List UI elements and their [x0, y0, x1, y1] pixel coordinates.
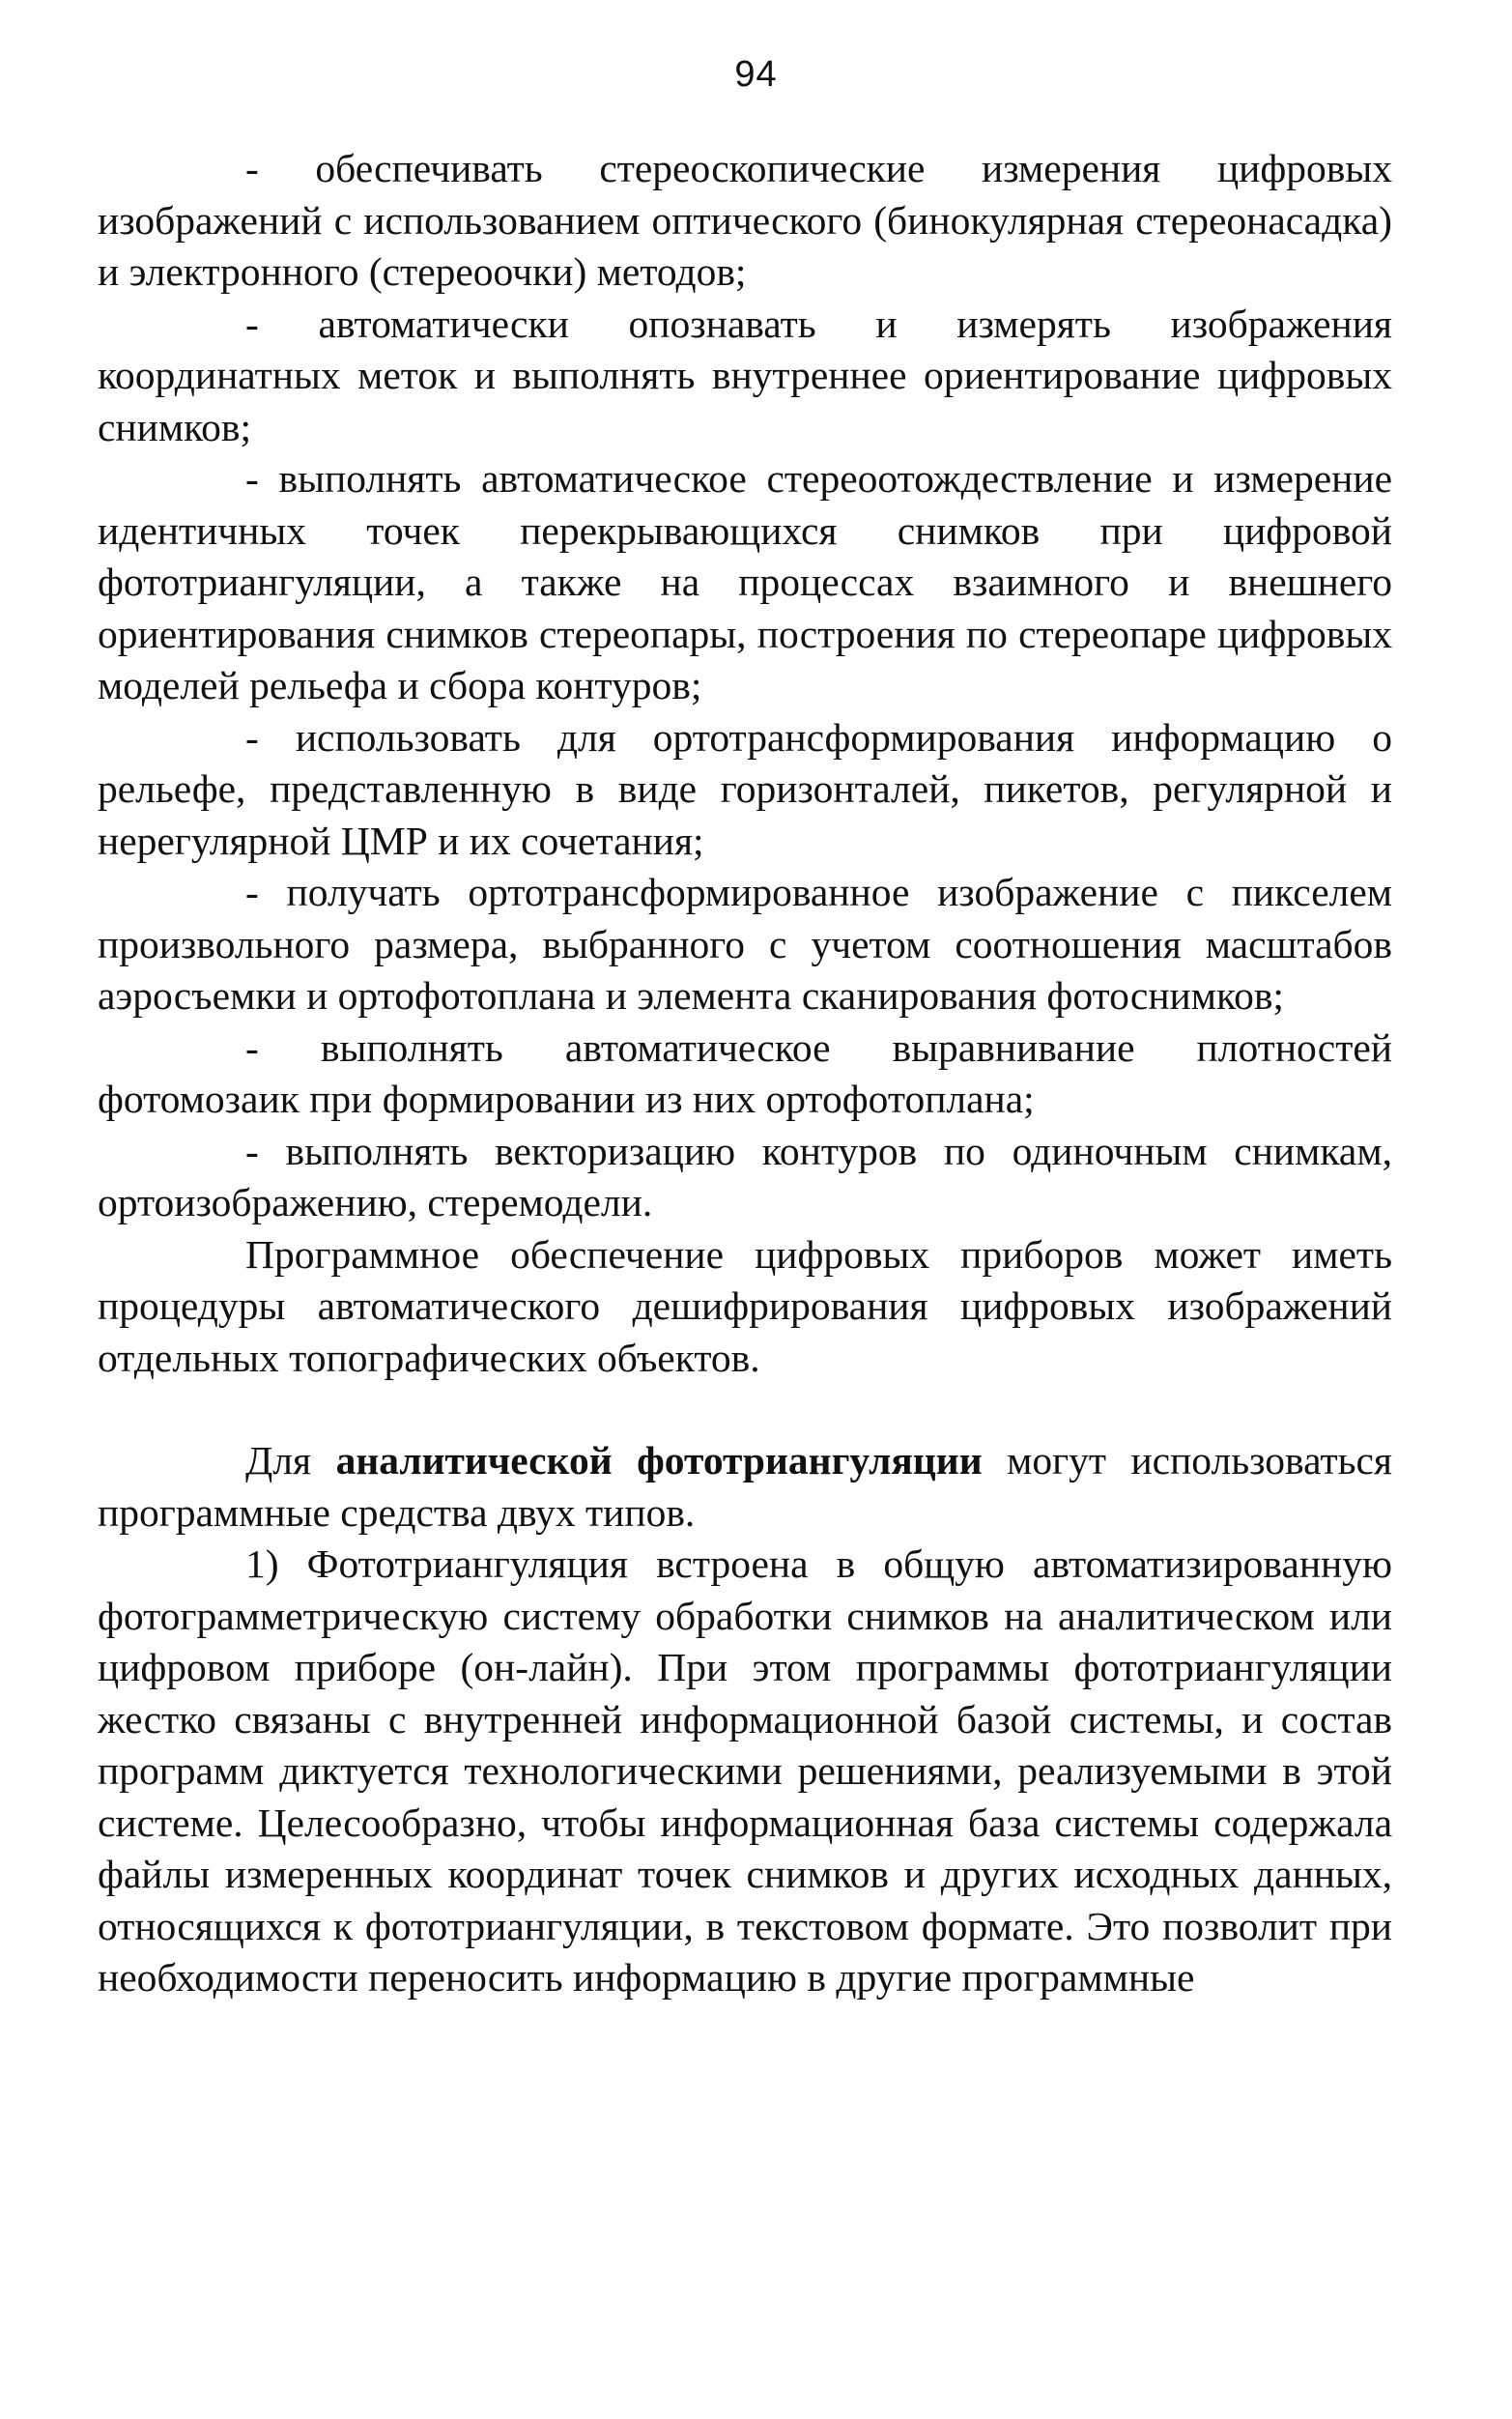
list-item: - получать ортотрансформированное изображение с пикселем произвольного размера, выбранного с учетом соотношения масштабов аэросъемки и ортофотоплана и элемента сканирования фотоснимков; [98, 870, 1392, 1018]
phototriangulation-intro [98, 1435, 1392, 1539]
intro-suffix: могут использоваться программные средства двух типов. [98, 1438, 1393, 1535]
list-item: - выполнять векторизацию контуров по одиночным снимкам, ортоизображению, стеремодели. [98, 1128, 1392, 1224]
list-item: - автоматически опознавать и измерять изображения координатных меток и выполнять внутреннее ориентирование цифровых снимков; [98, 301, 1392, 449]
page-number: 94 [734, 54, 778, 95]
software-paragraph: Программное обеспечение цифровых приборов может иметь процедуры автоматического дешифрирования цифровых изображений отдельных топографических объектов. [98, 1231, 1392, 1380]
list-item: - обеспечивать стереоскопические измерения цифровых изображений с использованием оптического (бинокулярная стереонасадка) и электронного (стереоочки) методов; [98, 146, 1392, 294]
paragraph-gap [98, 1384, 1392, 1435]
type-one-paragraph: 1) Фототриангуляция встроена в общую автоматизированную фотограмметрическую систему обработки снимков на аналитическом или цифровом приборе (он-лайн). При этом программы фототриангуляции жестко связаны с внутренней информационной базой системы, и состав программ диктуется технологическими решениями, реализуемыми в этой системе. Целесообразно, чтобы информационная база системы содержала файлы измеренных координат точек снимков и других исходных данных, относящихся к фототриангуляции, в текстовом формате. Это позволит при необходимости переносить информацию в другие программные [98, 1541, 1392, 2000]
intro-bold-term: аналитической фототриангуляции [335, 1438, 983, 1483]
body-text [98, 143, 1392, 2004]
list-item: - использовать для ортотрансформирования информацию о рельефе, представленную в виде горизонталей, пикетов, регулярной и нерегулярной ЦМР и их сочетания; [98, 714, 1392, 863]
intro-prefix: Для [245, 1438, 312, 1483]
list-item: - выполнять автоматическое стереоотождествление и измерение идентичных точек перекрывающихся снимков при цифровой фототриангуляции, а также на процессах взаимного и внешнего ориентирования снимков стереопары, построения по стереопаре цифровых моделей рельефа и сбора контуров; [98, 456, 1392, 707]
list-item: - выполнять автоматическое выравнивание плотностей фотомозаик при формировании из них ортофотоплана; [98, 1024, 1392, 1121]
